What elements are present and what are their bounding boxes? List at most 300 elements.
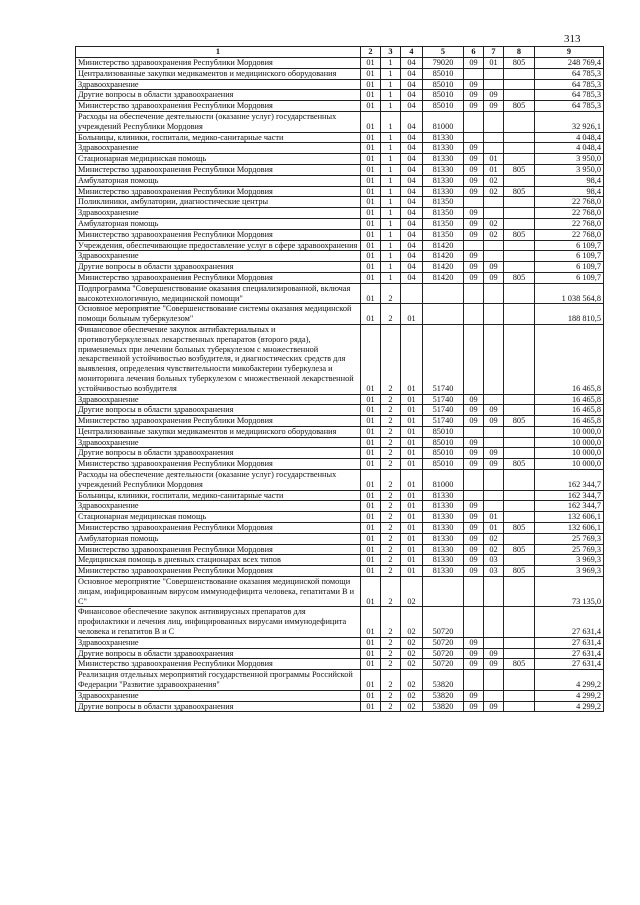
column-header: 8 <box>504 47 535 58</box>
table-row <box>76 262 604 273</box>
code-cell: 09 <box>464 501 484 512</box>
row-name-cell: Централизованные закупки медикаментов и медицинского оборудования <box>76 426 361 437</box>
row-name-cell: Министерство здравоохранения Республики Мордовия <box>76 544 361 555</box>
code-cell: 09 <box>484 459 504 470</box>
code-cell <box>504 533 535 544</box>
code-cell: 85010 <box>423 426 464 437</box>
code-cell: 01 <box>361 90 381 101</box>
code-cell: 2 <box>381 416 401 427</box>
table-row <box>76 459 604 470</box>
code-cell: 805 <box>504 101 535 112</box>
code-cell: 01 <box>361 566 381 577</box>
amount-cell: 10 000,0 <box>535 448 604 459</box>
code-cell: 09 <box>464 701 484 712</box>
code-cell: 1 <box>381 251 401 262</box>
table-row <box>76 555 604 566</box>
code-cell: 01 <box>361 426 381 437</box>
table-row <box>76 648 604 659</box>
code-cell <box>484 394 504 405</box>
code-cell <box>484 670 504 691</box>
amount-cell: 27 631,4 <box>535 637 604 648</box>
row-name-cell: Больницы, клиники, госпитали, медико-санитарные части <box>76 132 361 143</box>
row-name-cell: Здравоохранение <box>76 79 361 90</box>
code-cell <box>504 501 535 512</box>
code-cell: 01 <box>401 405 423 416</box>
code-cell: 1 <box>381 164 401 175</box>
row-name-cell: Здравоохранение <box>76 394 361 405</box>
row-name-cell: Здравоохранение <box>76 208 361 219</box>
code-cell <box>484 324 504 394</box>
code-cell: 2 <box>381 523 401 534</box>
code-cell: 01 <box>361 208 381 219</box>
row-name-cell: Больницы, клиники, госпитали, медико-санитарные части <box>76 490 361 501</box>
amount-cell: 22 768,0 <box>535 229 604 240</box>
code-cell: 01 <box>361 416 381 427</box>
code-cell <box>464 426 484 437</box>
amount-cell: 98,4 <box>535 186 604 197</box>
code-cell <box>504 283 535 304</box>
code-cell: 01 <box>361 512 381 523</box>
table-row <box>76 186 604 197</box>
code-cell: 805 <box>504 272 535 283</box>
code-cell: 2 <box>381 459 401 470</box>
code-cell: 04 <box>401 251 423 262</box>
code-cell: 85010 <box>423 437 464 448</box>
amount-cell: 25 769,3 <box>535 544 604 555</box>
code-cell <box>464 577 484 607</box>
code-cell: 2 <box>381 659 401 670</box>
code-cell: 1 <box>381 101 401 112</box>
table-row <box>76 164 604 175</box>
row-name-cell: Финансовое обеспечение закупок антибактериальных и противотуберкулезных лекарственных препаратов (второго ряда), применяемых при лечении больных туберкулезом с множественной лекарственной устойчивостью возбудителя, и диагностических средств для выявления, определения чувствительности микобактерии туберкулеза и мониторинга лечения больных туберкулезом с множественной лекарственной устойчивостью возбудителя <box>76 324 361 394</box>
table-row <box>76 68 604 79</box>
code-cell: 01 <box>401 533 423 544</box>
column-header: 7 <box>484 47 504 58</box>
code-cell <box>484 501 504 512</box>
code-cell: 2 <box>381 555 401 566</box>
table-row <box>76 240 604 251</box>
code-cell: 81330 <box>423 533 464 544</box>
code-cell: 85010 <box>423 68 464 79</box>
row-name-cell: Здравоохранение <box>76 143 361 154</box>
code-cell: 09 <box>464 512 484 523</box>
table-row <box>76 544 604 555</box>
amount-cell: 188 810,5 <box>535 304 604 325</box>
code-cell: 09 <box>464 218 484 229</box>
code-cell <box>464 607 484 637</box>
code-cell: 04 <box>401 208 423 219</box>
code-cell: 09 <box>484 701 504 712</box>
code-cell: 805 <box>504 523 535 534</box>
table-row <box>76 143 604 154</box>
code-cell: 09 <box>484 416 504 427</box>
code-cell: 04 <box>401 164 423 175</box>
amount-cell: 6 109,7 <box>535 240 604 251</box>
code-cell <box>464 324 484 394</box>
code-cell: 85010 <box>423 90 464 101</box>
code-cell: 02 <box>484 218 504 229</box>
code-cell: 85010 <box>423 448 464 459</box>
code-cell: 81330 <box>423 512 464 523</box>
code-cell: 85010 <box>423 101 464 112</box>
code-cell: 01 <box>361 229 381 240</box>
column-header: 6 <box>464 47 484 58</box>
code-cell: 04 <box>401 272 423 283</box>
code-cell: 01 <box>361 240 381 251</box>
code-cell: 04 <box>401 186 423 197</box>
table-row <box>76 229 604 240</box>
amount-cell: 4 299,2 <box>535 670 604 691</box>
row-name-cell: Основное мероприятие "Совершенствование оказания медицинской помощи лицам, инфицированным вирусом иммунодефицита человека, гепатитами B и C" <box>76 577 361 607</box>
code-cell: 2 <box>381 501 401 512</box>
code-cell: 01 <box>361 577 381 607</box>
code-cell: 04 <box>401 58 423 69</box>
code-cell <box>484 690 504 701</box>
code-cell: 09 <box>484 90 504 101</box>
code-cell: 81330 <box>423 501 464 512</box>
code-cell: 01 <box>484 523 504 534</box>
code-cell: 81420 <box>423 272 464 283</box>
table-row <box>76 111 604 132</box>
code-cell: 1 <box>381 262 401 273</box>
code-cell: 02 <box>484 533 504 544</box>
code-cell: 01 <box>361 523 381 534</box>
code-cell: 04 <box>401 262 423 273</box>
code-cell: 2 <box>381 304 401 325</box>
code-cell <box>504 490 535 501</box>
code-cell: 01 <box>361 470 381 491</box>
code-cell <box>464 490 484 501</box>
code-cell: 01 <box>401 416 423 427</box>
table-row <box>76 690 604 701</box>
code-cell: 2 <box>381 283 401 304</box>
code-cell: 09 <box>464 164 484 175</box>
code-cell <box>504 670 535 691</box>
code-cell: 01 <box>361 648 381 659</box>
code-cell: 03 <box>484 555 504 566</box>
code-cell: 04 <box>401 101 423 112</box>
code-cell: 09 <box>464 90 484 101</box>
code-cell: 04 <box>401 218 423 229</box>
code-cell <box>504 512 535 523</box>
code-cell: 01 <box>361 544 381 555</box>
amount-cell: 16 465,8 <box>535 416 604 427</box>
code-cell: 09 <box>464 416 484 427</box>
amount-cell: 6 109,7 <box>535 272 604 283</box>
amount-cell: 4 048,4 <box>535 143 604 154</box>
code-cell: 805 <box>504 459 535 470</box>
code-cell: 81330 <box>423 132 464 143</box>
amount-cell: 6 109,7 <box>535 262 604 273</box>
amount-cell: 1 038 564,8 <box>535 283 604 304</box>
table-row <box>76 101 604 112</box>
code-cell: 2 <box>381 648 401 659</box>
code-cell: 1 <box>381 218 401 229</box>
amount-cell: 10 000,0 <box>535 437 604 448</box>
code-cell: 1 <box>381 175 401 186</box>
code-cell: 01 <box>361 154 381 165</box>
code-cell <box>504 470 535 491</box>
column-header: 5 <box>423 47 464 58</box>
row-name-cell: Амбулаторная помощь <box>76 175 361 186</box>
code-cell: 2 <box>381 607 401 637</box>
table-row <box>76 218 604 229</box>
code-cell: 09 <box>464 394 484 405</box>
code-cell: 805 <box>504 58 535 69</box>
code-cell: 09 <box>464 523 484 534</box>
code-cell: 09 <box>484 262 504 273</box>
code-cell: 1 <box>381 143 401 154</box>
amount-cell: 27 631,4 <box>535 607 604 637</box>
amount-cell: 132 606,1 <box>535 512 604 523</box>
code-cell: 09 <box>464 272 484 283</box>
table-header-row <box>76 47 604 58</box>
code-cell: 09 <box>464 186 484 197</box>
code-cell: 01 <box>401 566 423 577</box>
code-cell: 09 <box>464 79 484 90</box>
code-cell <box>504 648 535 659</box>
table-row <box>76 437 604 448</box>
row-name-cell: Другие вопросы в области здравоохранения <box>76 90 361 101</box>
code-cell: 01 <box>484 512 504 523</box>
code-cell: 01 <box>401 470 423 491</box>
code-cell: 1 <box>381 272 401 283</box>
amount-cell: 16 465,8 <box>535 394 604 405</box>
table-row <box>76 607 604 637</box>
code-cell <box>484 426 504 437</box>
row-name-cell: Здравоохранение <box>76 251 361 262</box>
code-cell: 01 <box>484 58 504 69</box>
code-cell <box>484 251 504 262</box>
code-cell: 04 <box>401 132 423 143</box>
column-header: 9 <box>535 47 604 58</box>
code-cell: 01 <box>401 448 423 459</box>
code-cell: 01 <box>401 544 423 555</box>
row-name-cell: Министерство здравоохранения Республики Мордовия <box>76 659 361 670</box>
table-row <box>76 175 604 186</box>
amount-cell: 64 785,3 <box>535 90 604 101</box>
code-cell: 01 <box>361 251 381 262</box>
row-name-cell: Здравоохранение <box>76 637 361 648</box>
table-row <box>76 501 604 512</box>
code-cell: 09 <box>464 101 484 112</box>
code-cell: 09 <box>464 58 484 69</box>
code-cell: 02 <box>484 186 504 197</box>
code-cell <box>504 143 535 154</box>
code-cell: 01 <box>401 555 423 566</box>
code-cell: 2 <box>381 426 401 437</box>
row-name-cell: Стационарная медицинская помощь <box>76 154 361 165</box>
code-cell: 01 <box>401 490 423 501</box>
code-cell: 09 <box>464 448 484 459</box>
code-cell <box>484 197 504 208</box>
table-row <box>76 251 604 262</box>
code-cell <box>504 175 535 186</box>
row-name-cell: Расходы на обеспечение деятельности (оказание услуг) государственных учреждений Республики Мордовия <box>76 111 361 132</box>
code-cell <box>464 111 484 132</box>
amount-cell: 4 048,4 <box>535 132 604 143</box>
code-cell: 01 <box>401 501 423 512</box>
code-cell: 2 <box>381 512 401 523</box>
code-cell: 50720 <box>423 648 464 659</box>
code-cell: 51740 <box>423 394 464 405</box>
code-cell <box>504 197 535 208</box>
row-name-cell: Министерство здравоохранения Республики Мордовия <box>76 229 361 240</box>
amount-cell: 3 950,0 <box>535 164 604 175</box>
row-name-cell: Другие вопросы в области здравоохранения <box>76 262 361 273</box>
code-cell: 51740 <box>423 416 464 427</box>
code-cell: 1 <box>381 79 401 90</box>
amount-cell: 27 631,4 <box>535 648 604 659</box>
code-cell: 03 <box>484 566 504 577</box>
code-cell: 09 <box>464 648 484 659</box>
code-cell: 01 <box>361 68 381 79</box>
code-cell: 01 <box>361 490 381 501</box>
code-cell: 02 <box>484 544 504 555</box>
code-cell: 01 <box>361 272 381 283</box>
code-cell: 01 <box>401 523 423 534</box>
code-cell: 09 <box>464 437 484 448</box>
code-cell: 04 <box>401 154 423 165</box>
code-cell <box>504 79 535 90</box>
code-cell: 02 <box>401 607 423 637</box>
amount-cell: 16 465,8 <box>535 405 604 416</box>
code-cell: 09 <box>464 544 484 555</box>
code-cell: 85010 <box>423 459 464 470</box>
code-cell: 53820 <box>423 670 464 691</box>
code-cell <box>464 68 484 79</box>
code-cell: 2 <box>381 690 401 701</box>
code-cell <box>504 251 535 262</box>
code-cell: 09 <box>464 262 484 273</box>
code-cell: 01 <box>361 670 381 691</box>
row-name-cell: Финансовое обеспечение закупок антивирусных препаратов для профилактики и лечения лиц, инфицированных вирусами иммунодефицита человека и гепатитов B и C <box>76 607 361 637</box>
code-cell: 81420 <box>423 262 464 273</box>
amount-cell: 10 000,0 <box>535 426 604 437</box>
amount-cell: 64 785,3 <box>535 68 604 79</box>
code-cell: 01 <box>361 186 381 197</box>
code-cell <box>504 262 535 273</box>
code-cell <box>484 208 504 219</box>
amount-cell: 73 135,0 <box>535 577 604 607</box>
code-cell: 01 <box>361 132 381 143</box>
amount-cell: 16 465,8 <box>535 324 604 394</box>
row-name-cell: Здравоохранение <box>76 501 361 512</box>
row-name-cell: Министерство здравоохранения Республики Мордовия <box>76 101 361 112</box>
code-cell <box>504 240 535 251</box>
code-cell <box>423 304 464 325</box>
code-cell: 2 <box>381 566 401 577</box>
table-row <box>76 659 604 670</box>
code-cell <box>504 304 535 325</box>
code-cell: 04 <box>401 111 423 132</box>
code-cell <box>484 470 504 491</box>
row-name-cell: Министерство здравоохранения Республики Мордовия <box>76 523 361 534</box>
code-cell: 09 <box>484 448 504 459</box>
code-cell: 805 <box>504 416 535 427</box>
table-row <box>76 394 604 405</box>
table-row <box>76 405 604 416</box>
code-cell <box>504 637 535 648</box>
code-cell: 01 <box>401 437 423 448</box>
amount-cell: 64 785,3 <box>535 101 604 112</box>
code-cell: 01 <box>401 459 423 470</box>
row-name-cell: Министерство здравоохранения Республики Мордовия <box>76 186 361 197</box>
row-name-cell: Амбулаторная помощь <box>76 218 361 229</box>
code-cell: 81350 <box>423 218 464 229</box>
code-cell: 01 <box>361 659 381 670</box>
code-cell: 81350 <box>423 229 464 240</box>
code-cell <box>504 324 535 394</box>
code-cell: 2 <box>381 637 401 648</box>
code-cell: 09 <box>464 459 484 470</box>
code-cell: 02 <box>401 690 423 701</box>
code-cell: 01 <box>361 555 381 566</box>
amount-cell: 162 344,7 <box>535 490 604 501</box>
code-cell: 01 <box>401 512 423 523</box>
code-cell <box>484 111 504 132</box>
code-cell: 09 <box>464 154 484 165</box>
code-cell: 53820 <box>423 701 464 712</box>
code-cell: 81420 <box>423 240 464 251</box>
code-cell <box>504 607 535 637</box>
amount-cell: 162 344,7 <box>535 470 604 491</box>
code-cell: 01 <box>361 197 381 208</box>
table-row <box>76 512 604 523</box>
code-cell: 01 <box>361 394 381 405</box>
code-cell <box>464 470 484 491</box>
amount-cell: 3 969,3 <box>535 566 604 577</box>
code-cell: 04 <box>401 143 423 154</box>
code-cell <box>504 690 535 701</box>
amount-cell: 22 768,0 <box>535 218 604 229</box>
amount-cell: 4 299,2 <box>535 690 604 701</box>
code-cell: 2 <box>381 577 401 607</box>
row-name-cell: Амбулаторная помощь <box>76 533 361 544</box>
code-cell: 01 <box>401 394 423 405</box>
code-cell: 04 <box>401 90 423 101</box>
code-cell <box>504 405 535 416</box>
table-row <box>76 58 604 69</box>
amount-cell: 3 950,0 <box>535 154 604 165</box>
code-cell: 2 <box>381 470 401 491</box>
code-cell: 01 <box>361 690 381 701</box>
amount-cell: 64 785,3 <box>535 79 604 90</box>
budget-table <box>75 46 604 712</box>
code-cell: 81330 <box>423 143 464 154</box>
code-cell: 09 <box>464 229 484 240</box>
code-cell: 805 <box>504 659 535 670</box>
code-cell: 01 <box>361 101 381 112</box>
amount-cell: 248 769,4 <box>535 58 604 69</box>
table-row <box>76 90 604 101</box>
code-cell: 1 <box>381 154 401 165</box>
code-cell: 1 <box>381 229 401 240</box>
row-name-cell: Другие вопросы в области здравоохранения <box>76 701 361 712</box>
code-cell <box>504 555 535 566</box>
row-name-cell: Другие вопросы в области здравоохранения <box>76 648 361 659</box>
code-cell: 1 <box>381 186 401 197</box>
table-row <box>76 154 604 165</box>
code-cell: 1 <box>381 208 401 219</box>
code-cell <box>423 577 464 607</box>
row-name-cell: Учреждения, обеспечивающие предоставление услуг в сфере здравоохранения <box>76 240 361 251</box>
table-row <box>76 304 604 325</box>
code-cell <box>484 304 504 325</box>
table-row <box>76 566 604 577</box>
code-cell: 79020 <box>423 58 464 69</box>
table-row <box>76 324 604 394</box>
